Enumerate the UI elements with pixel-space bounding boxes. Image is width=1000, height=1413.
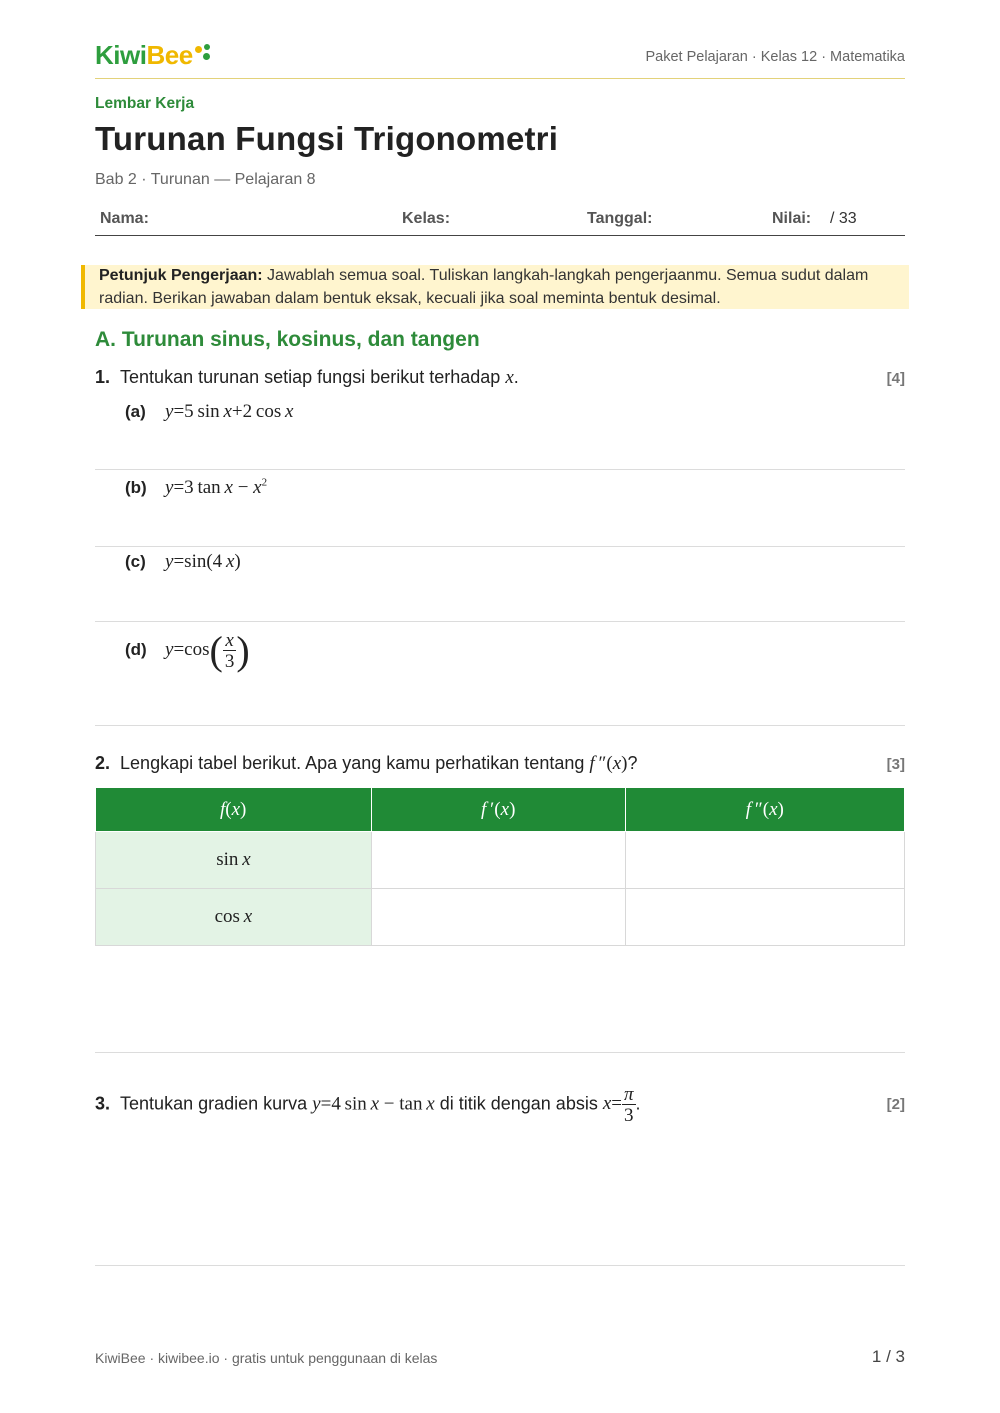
table-row bbox=[96, 889, 905, 946]
table-cell-answer[interactable] bbox=[371, 832, 625, 889]
equation-3: y=4 sin x − tan x bbox=[312, 1093, 435, 1115]
equation-1c: y=sin(4 x) bbox=[165, 551, 241, 572]
instructions-box bbox=[81, 265, 909, 309]
footer-text: KiwiBee · kiwibee.io · gratis untuk penggunaan di kelas bbox=[95, 1350, 438, 1366]
equation-1d: y=cos( $\frac{x}{3}$ ) bbox=[165, 628, 250, 673]
question-1: 1. Tentukan turunan setiap fungsi berikut terhadap x. bbox=[95, 367, 519, 388]
answer-line bbox=[95, 725, 905, 726]
table-cell-answer[interactable] bbox=[625, 832, 904, 889]
equation-1b: y=3 $\tan x - x^2$ bbox=[165, 477, 268, 499]
date-label: Tanggal: bbox=[587, 210, 653, 227]
column-header-f-double-prime: f ″(x) bbox=[625, 788, 904, 832]
worksheet-page bbox=[95, 0, 905, 1413]
page-number: 1 / 3 bbox=[871, 1347, 905, 1366]
question-1c: (c) y=sin(4 x) bbox=[125, 551, 241, 572]
answer-line bbox=[95, 469, 905, 470]
bee-dots-icon bbox=[195, 44, 213, 62]
name-label: Nama: bbox=[100, 210, 149, 227]
answer-line bbox=[95, 621, 905, 622]
question-1-marks: [4] bbox=[886, 370, 905, 387]
question-1b: (b) y=3 $\tan x - x^2$ bbox=[125, 477, 268, 499]
question-2: 2. Lengkapi tabel berikut. Apa yang kamu perhatikan tentang f ″(x)? bbox=[95, 753, 638, 774]
question-1a: (a) y=5 sin x+2 cos x bbox=[125, 401, 294, 422]
question-3-marks: [2] bbox=[886, 1096, 905, 1113]
equation-1a: y=5 sin x+2 cos x bbox=[165, 401, 294, 422]
column-header-f-prime: f ′(x) bbox=[371, 788, 625, 832]
score-value: / 33 bbox=[830, 210, 857, 227]
score-label: Nilai: bbox=[772, 210, 812, 227]
table-cell-answer[interactable] bbox=[371, 889, 625, 946]
logo: KiwiBee bbox=[95, 40, 213, 71]
course-breadcrumb: Paket Pelajaran · Kelas 12 · Matematika bbox=[645, 49, 905, 65]
table-row bbox=[96, 832, 905, 889]
question-3: 3. Tentukan gradien kurva y=4 sin x − tan x di titik dengan absis x= $\frac{\pi}{3}$ . bbox=[95, 1084, 641, 1126]
question-2-marks: [3] bbox=[886, 756, 905, 773]
column-header-fx: f(x) bbox=[96, 788, 372, 832]
student-info-row bbox=[95, 200, 905, 236]
table-cell-function: cos x bbox=[96, 889, 372, 946]
answer-line bbox=[95, 546, 905, 547]
answer-line bbox=[95, 1052, 905, 1053]
derivative-table bbox=[95, 787, 905, 946]
eyebrow: Lembar Kerja bbox=[95, 95, 195, 112]
question-1d: (d) y=cos( $\frac{x}{3}$ ) bbox=[125, 628, 250, 673]
x-value: x= $\frac{\pi}{3}$ bbox=[602, 1084, 634, 1126]
section-a-title: A. Turunan sinus, kosinus, dan tangen bbox=[95, 328, 480, 351]
instructions-label: Petunjuk Pengerjaan: bbox=[99, 267, 263, 284]
table-cell-answer[interactable] bbox=[625, 889, 904, 946]
table-header-row bbox=[96, 788, 905, 832]
page-title: Turunan Fungsi Trigonometri bbox=[95, 120, 559, 157]
instructions-text: Jawablah semua soal. Tuliskan langkah-langkah pengerjaanmu. Semua sudut dalam radian. Berikan jawaban dalam bentuk eksak, kecuali jika soal meminta bentuk desimal. bbox=[99, 267, 869, 307]
table-cell-function: sin x bbox=[96, 832, 372, 889]
header bbox=[95, 38, 905, 79]
class-label: Kelas: bbox=[402, 210, 451, 227]
subtitle: Bab 2 · Turunan — Pelajaran 8 bbox=[95, 171, 316, 188]
answer-line bbox=[95, 1265, 905, 1266]
